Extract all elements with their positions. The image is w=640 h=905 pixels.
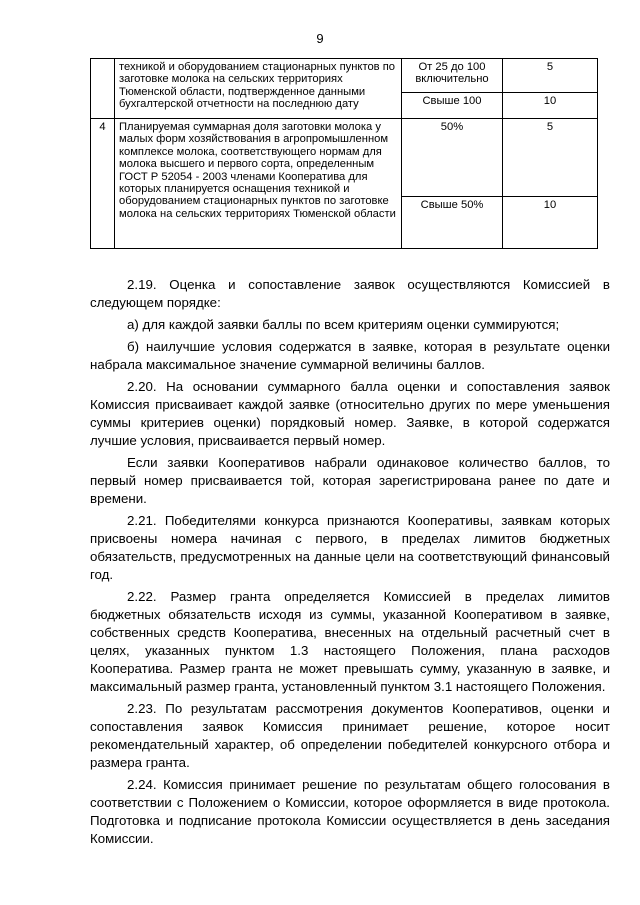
row-number-cell: 4 — [91, 119, 115, 249]
paragraph-2-19-a: а) для каждой заявки баллы по всем критериям оценки суммируются; — [127, 317, 560, 332]
range-cell: От 25 до 100 включительно — [402, 59, 503, 93]
criterion-description-cell: Планируемая суммарная доля заготовки молока у малых форм хозяйствования в агропромышленном комплексе молока, соответствующего нормам для молока высшего и первого сорта, определенным ГОСТ Р 52054 - 2003 членами Кооператива для которых планируется оснащения техникой и оборудованием стационарных пунктов по заготовке молока на сельских территориях Тюменской области — [115, 119, 402, 249]
document-body — [90, 276, 610, 852]
score-cell: 5 — [503, 119, 598, 197]
paragraph-2-19-b: б) наилучшие условия содержатся в заявке, которая в результате оценки набрала максимальное значение суммарной величины баллов. — [90, 339, 610, 372]
paragraph-2-20: 2.20. На основании суммарного балла оценки и сопоставления заявок Комиссия присваивает каждой заявке (относительно других по мере уменьшения суммы критериев оценки) порядковый номер. Заявке, в которой содержатся лучшие условия, присваивается первый номер. — [90, 379, 610, 448]
criteria-table — [90, 58, 598, 249]
range-cell: Свыше 50% — [402, 197, 503, 249]
score-cell: 10 — [503, 197, 598, 249]
range-cell: 50% — [402, 119, 503, 197]
paragraph-2-21: 2.21. Победителями конкурса признаются Кооперативы, заявкам которых присвоены номера начиная с первого, в пределах лимитов бюджетных обязательств, предусмотренных на данные цели на соответствующий финансовый год. — [90, 513, 610, 582]
table-row — [91, 59, 598, 93]
score-cell: 5 — [503, 59, 598, 93]
table-row — [91, 119, 598, 197]
row-number-cell — [91, 59, 115, 119]
criterion-description-cell: техникой и оборудованием стационарных пунктов по заготовке молока на сельских территориях Тюменской области, подтвержденное данными бухгалтерской отчетности на последнюю дату — [115, 59, 402, 119]
page-number: 9 — [316, 31, 324, 46]
paragraph-2-22: 2.22. Размер гранта определяется Комиссией в пределах лимитов бюджетных обязательств исходя из суммы, указанной Кооперативом в заявке, собственных средств Кооператива, внесенных на отдельный расчетный счет в целях, указанных пунктом 1.3 настоящего Положения, плана расходов Кооператива. Размер гранта не может превышать сумму, указанную в заявке, и максимальный размер гранта, установленный пунктом 3.1 настоящего Положения. — [90, 589, 610, 694]
score-cell: 10 — [503, 93, 598, 119]
range-cell: Свыше 100 — [402, 93, 503, 119]
paragraph-2-24: 2.24. Комиссия принимает решение по результатам общего голосования в соответствии с Положением о Комиссии, которое оформляется в виде протокола. Подготовка и подписание протокола Комиссии осуществляется в день заседания Комиссии. — [90, 777, 610, 846]
paragraph-2-20-tie: Если заявки Кооперативов набрали одинаковое количество баллов, то первый номер присваивается той, которая зарегистрирована ранее по дате и времени. — [90, 455, 610, 506]
paragraph-2-19: 2.19. Оценка и сопоставление заявок осуществляются Комиссией в следующем порядке: — [90, 277, 610, 310]
paragraph-2-23: 2.23. По результатам рассмотрения документов Кооперативов, оценки и сопоставления заявок Комиссия принимает решение, которое носит рекомендательный характер, об определении победителей конкурсного отбора и размера гранта. — [90, 701, 610, 770]
